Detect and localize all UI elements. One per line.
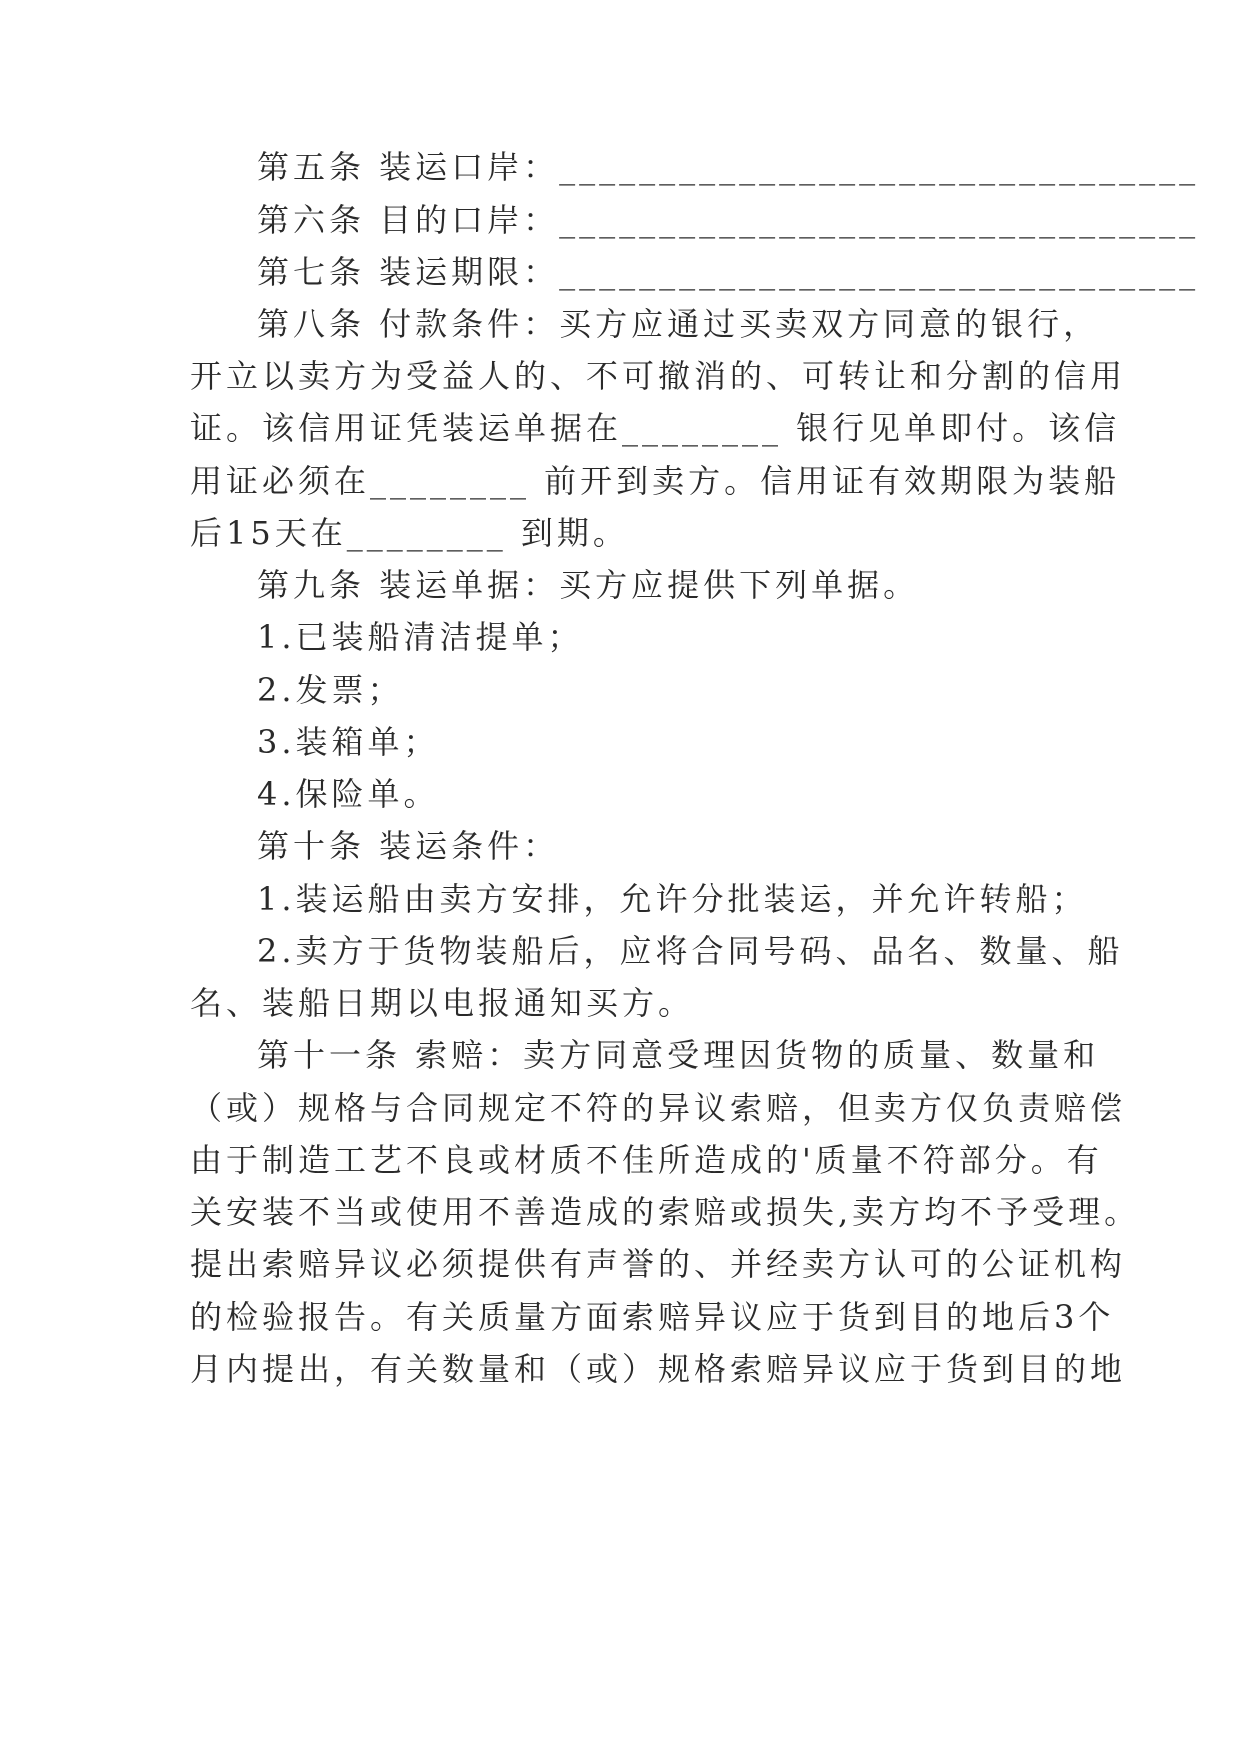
article-6-port-of-destination: 第六条 目的口岸：________________________________ <box>257 201 1200 239</box>
list-item: 2.发票； <box>257 671 404 709</box>
paragraph-line: 开立以卖方为受益人的、不可撤消的、可转让和分割的信用 <box>190 357 1127 395</box>
list-item: 1.装运船由卖方安排，允许分批装运，并允许转船； <box>257 880 1088 918</box>
article-11-claims: 第十一条 索赔：卖方同意受理因货物的质量、数量和 <box>257 1036 1100 1074</box>
list-item: 4.保险单。 <box>257 775 440 813</box>
article-5-port-of-shipment: 第五条 装运口岸：________________________________ <box>257 148 1200 186</box>
article-8-payment-terms: 第八条 付款条件：买方应通过买卖双方同意的银行， <box>257 305 1100 343</box>
list-item: 1.已装船清洁提单； <box>257 618 584 656</box>
paragraph-line: 月内提出，有关数量和（或）规格索赔异议应于货到目的地 <box>190 1350 1127 1388</box>
paragraph-line: 关安装不当或使用不善造成的索赔或损失,卖方均不予受理。 <box>190 1193 1141 1231</box>
paragraph-line: 由于制造工艺不良或材质不佳所造成的'质量不符部分。有 <box>190 1141 1103 1179</box>
article-9-shipping-documents: 第九条 装运单据：买方应提供下列单据。 <box>257 566 920 604</box>
paragraph-line: 名、装船日期以电报通知买方。 <box>190 984 695 1022</box>
paragraph-line: 的检验报告。有关质量方面索赔异议应于货到目的地后3个 <box>190 1298 1115 1336</box>
paragraph-line: 后15天在________ 到期。 <box>190 514 629 552</box>
paragraph-line: 证。该信用证凭装运单据在________ 银行见单即付。该信 <box>190 409 1121 447</box>
article-7-shipment-period: 第七条 装运期限：________________________________ <box>257 253 1200 291</box>
article-10-shipment-conditions: 第十条 装运条件： <box>257 827 560 865</box>
paragraph-line: 提出索赔异议必须提供有声誉的、并经卖方认可的公证机构 <box>190 1245 1127 1283</box>
paragraph-line: （或）规格与合同规定不符的异议索赔，但卖方仅负责赔偿 <box>190 1089 1127 1127</box>
list-item: 3.装箱单； <box>257 723 440 761</box>
paragraph-line: 用证必须在________ 前开到卖方。信用证有效期限为装船 <box>190 462 1121 500</box>
list-item: 2.卖方于货物装船后，应将合同号码、品名、数量、船 <box>257 932 1124 970</box>
